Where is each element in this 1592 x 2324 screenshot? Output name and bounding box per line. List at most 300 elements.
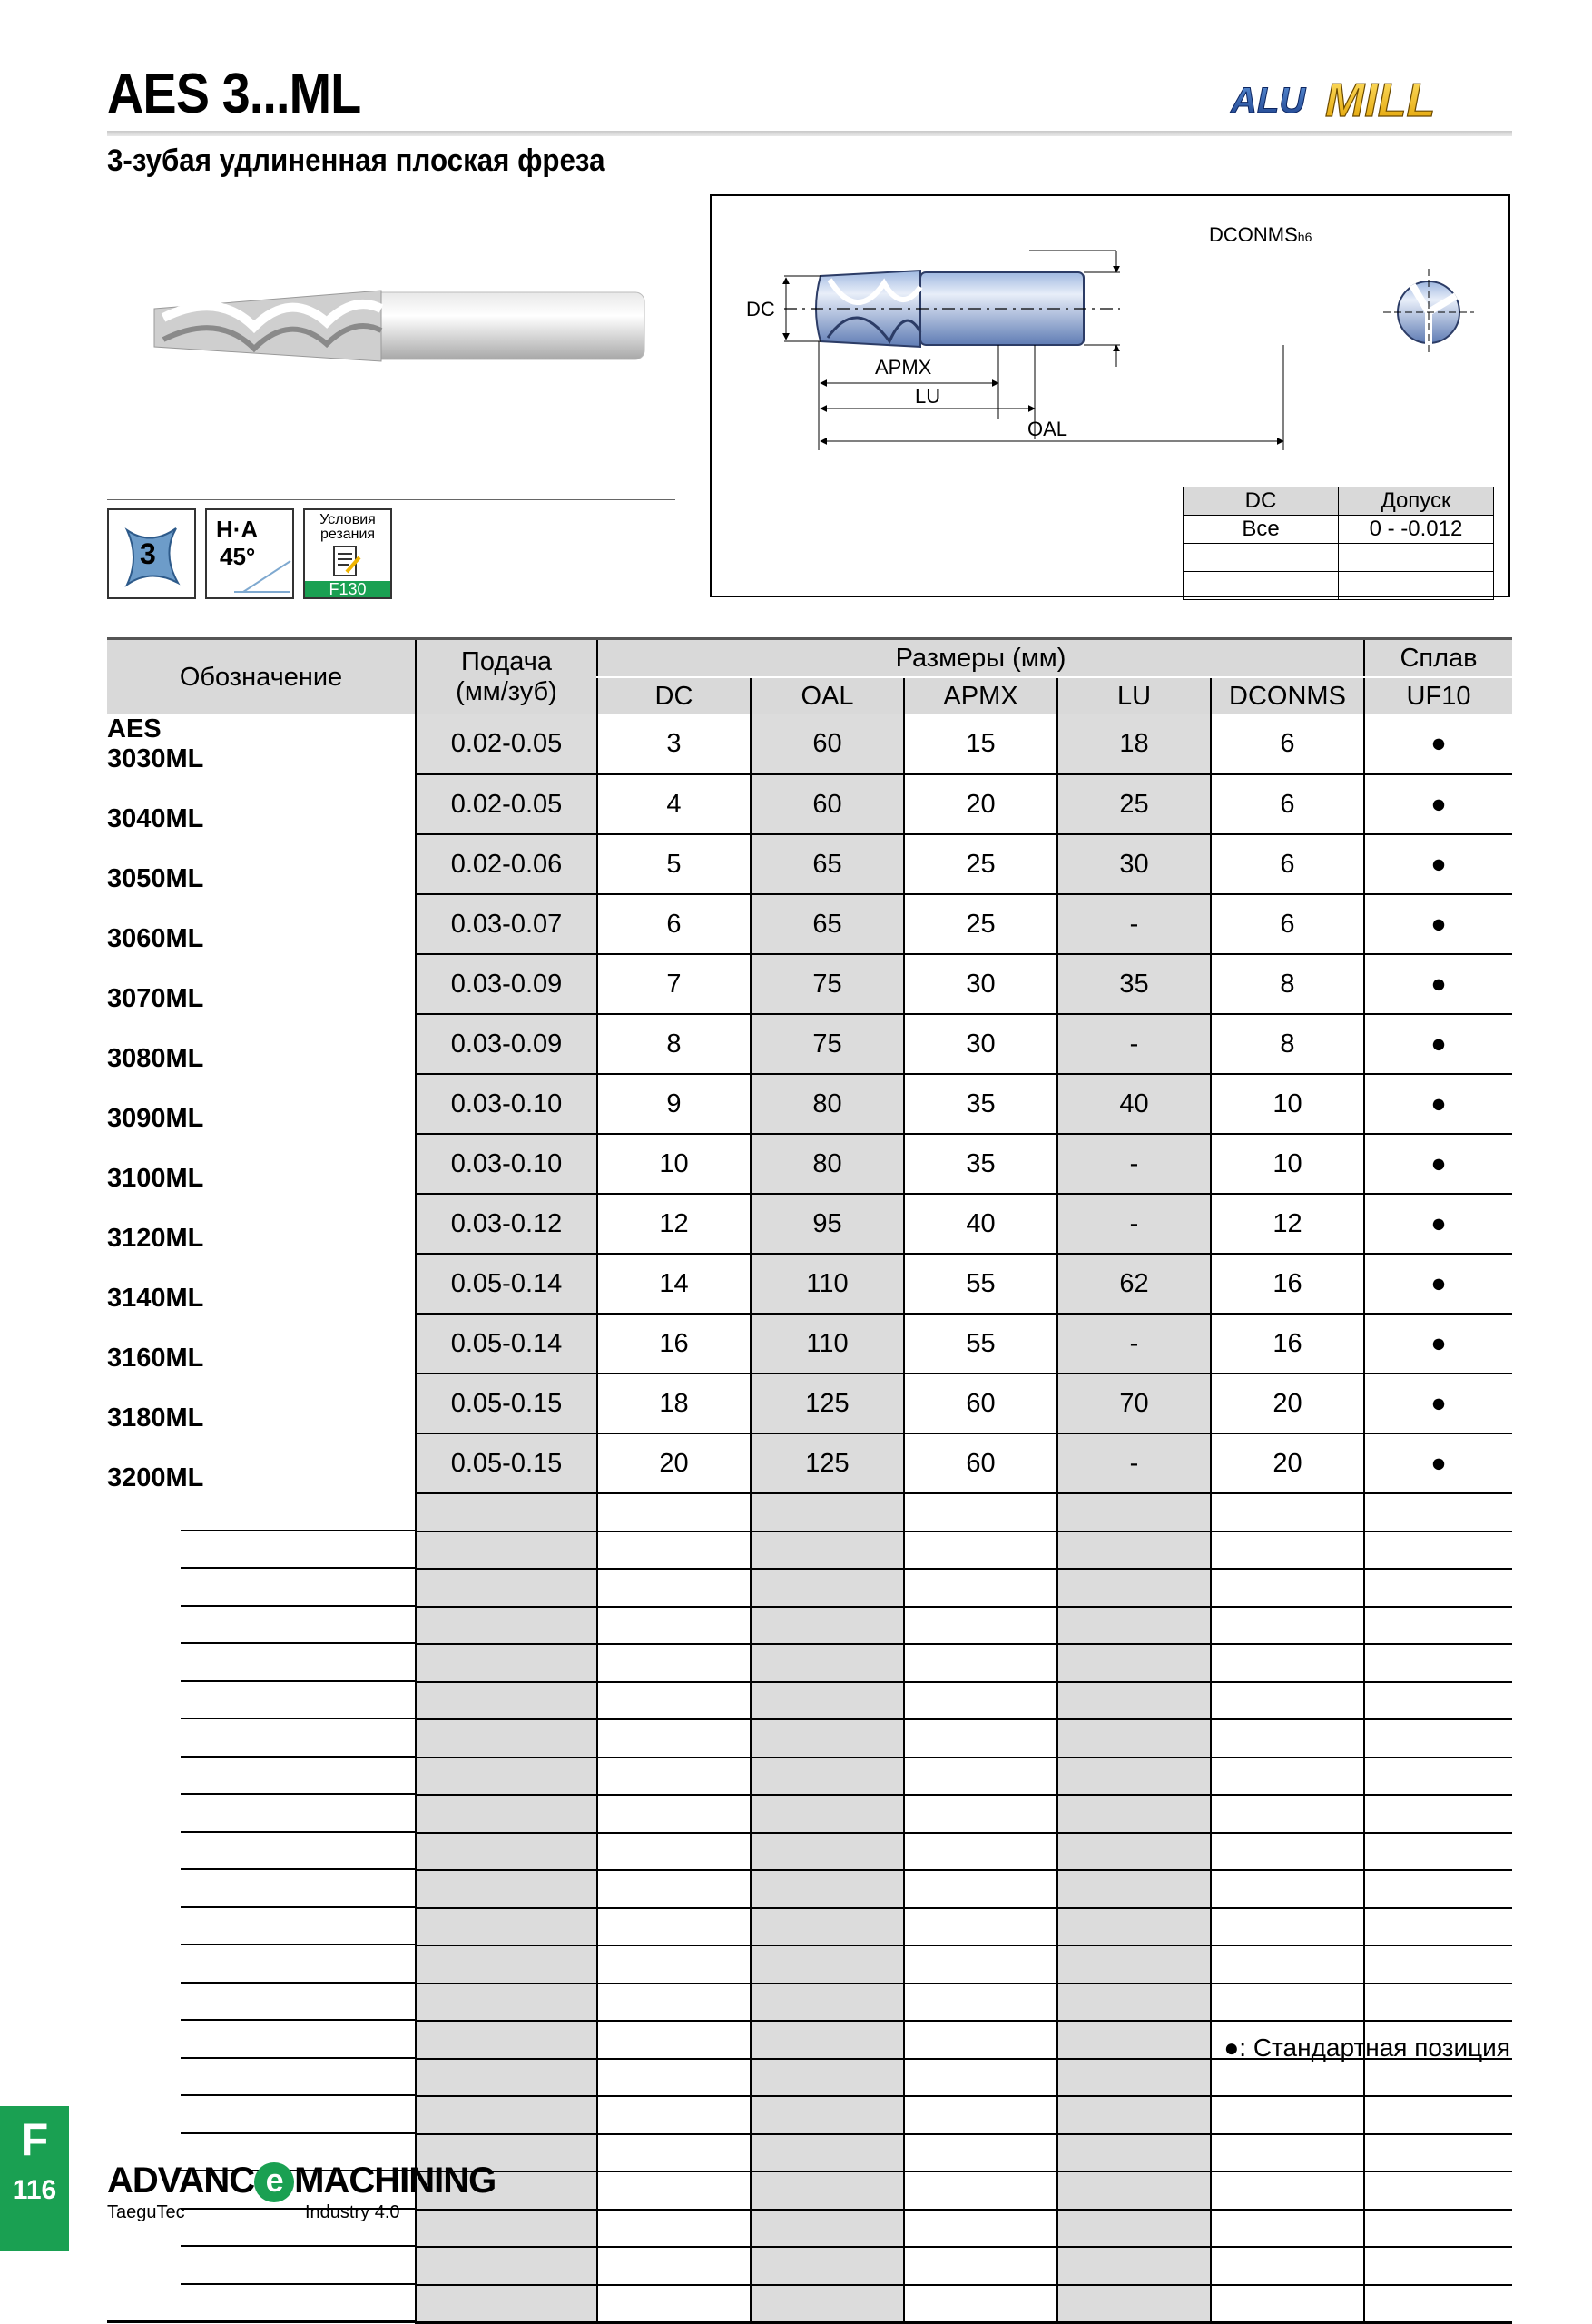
blank-row <box>107 1569 1512 1607</box>
dc-cell: 3 <box>597 714 751 774</box>
lu-cell <box>1057 1493 1211 1531</box>
designation-cell <box>107 1644 416 1682</box>
feed-cell: 0.02-0.05 <box>416 774 597 834</box>
blank-row <box>107 2247 1512 2285</box>
apmx-cell: 25 <box>904 834 1057 894</box>
header-rule <box>107 131 1512 136</box>
oal-cell: 110 <box>751 1314 904 1374</box>
oal-cell <box>751 1682 904 1720</box>
helix-label: H·A <box>216 516 259 543</box>
tolerance-cell: 0 - -0.012 <box>1339 516 1494 544</box>
lu-cell <box>1057 1984 1211 2022</box>
dconms-cell: 16 <box>1211 1254 1364 1314</box>
uf10-cell <box>1364 1682 1512 1720</box>
designation-cell <box>107 714 416 774</box>
apmx-cell: 35 <box>904 1074 1057 1134</box>
header-alloy: Сплав <box>1364 639 1512 678</box>
designation-code: 3060ML <box>107 924 204 953</box>
blank-row <box>107 1870 1512 1908</box>
lu-cell <box>1057 1607 1211 1645</box>
dconms-cell: 10 <box>1211 1134 1364 1194</box>
lu-cell <box>1057 1908 1211 1946</box>
uf10-cell <box>1364 2210 1512 2248</box>
uf10-cell <box>1364 1908 1512 1946</box>
uf10-cell: ● <box>1364 714 1512 774</box>
oal-cell <box>751 2096 904 2134</box>
tolerance-cell <box>1184 572 1339 600</box>
dc-cell <box>597 2134 751 2172</box>
oal-cell <box>751 2059 904 2097</box>
table-row <box>107 834 1512 894</box>
dconms-cell: 8 <box>1211 1014 1364 1074</box>
tolerance-row <box>1184 516 1494 544</box>
designation-code: 3100ML <box>107 1164 204 1193</box>
dc-cell <box>597 1644 751 1682</box>
dconms-cell <box>1211 1569 1364 1607</box>
feed-cell <box>416 1945 597 1984</box>
tolerance-row <box>1184 544 1494 572</box>
dconms-cell <box>1211 1833 1364 1871</box>
header-designation: Обозначение <box>107 639 416 715</box>
subheader-oal: OAL <box>751 677 904 714</box>
feed-cell <box>416 1870 597 1908</box>
table-row <box>107 1194 1512 1254</box>
oal-cell <box>751 1945 904 1984</box>
conditions-label-2: резания <box>319 527 376 542</box>
designation-cell <box>107 1374 416 1433</box>
dconms-cell: 6 <box>1211 834 1364 894</box>
table-row <box>107 954 1512 1014</box>
designation-cell <box>107 1870 416 1908</box>
feed-cell <box>416 1833 597 1871</box>
lu-cell: 35 <box>1057 954 1211 1014</box>
lu-cell: 40 <box>1057 1074 1211 1134</box>
designation-cell <box>107 2247 416 2285</box>
uf10-cell <box>1364 1833 1512 1871</box>
blank-row <box>107 1531 1512 1570</box>
dconms-cell <box>1211 2134 1364 2172</box>
dc-cell: 14 <box>597 1254 751 1314</box>
subheader-dconms: DCONMS <box>1211 677 1364 714</box>
apmx-cell <box>904 1945 1057 1984</box>
apmx-cell <box>904 1795 1057 1833</box>
dc-cell: 8 <box>597 1014 751 1074</box>
oal-cell <box>751 2021 904 2059</box>
designation-cell <box>107 834 416 894</box>
dconms-cell <box>1211 1945 1364 1984</box>
subheader-dc: DC <box>597 677 751 714</box>
dconms-cell: 20 <box>1211 1374 1364 1433</box>
uf10-cell <box>1364 1607 1512 1645</box>
subheader-apmx: APMX <box>904 677 1057 714</box>
table-row <box>107 714 1512 774</box>
feed-cell <box>416 1493 597 1531</box>
oal-cell: 125 <box>751 1374 904 1433</box>
designation-code: 3160ML <box>107 1344 204 1373</box>
designation-cell <box>107 1569 416 1607</box>
dc-cell <box>597 1719 751 1758</box>
apmx-cell: 30 <box>904 954 1057 1014</box>
tolerance-cell: Все <box>1184 516 1339 544</box>
conditions-page: F130 <box>305 581 390 597</box>
feed-cell <box>416 1795 597 1833</box>
designation-code: 3090ML <box>107 1104 204 1133</box>
uf10-cell: ● <box>1364 954 1512 1014</box>
blank-row <box>107 1758 1512 1796</box>
oal-cell: 65 <box>751 834 904 894</box>
dconms-cell <box>1211 1644 1364 1682</box>
oal-cell: 65 <box>751 894 904 954</box>
dconms-cell <box>1211 2171 1364 2210</box>
lu-cell <box>1057 2096 1211 2134</box>
designation-cell <box>107 1314 416 1374</box>
apmx-cell <box>904 1758 1057 1796</box>
designation-code: 3120ML <box>107 1224 204 1253</box>
flutes-icon <box>107 508 196 599</box>
dconms-cell: 10 <box>1211 1074 1364 1134</box>
feed-cell <box>416 1908 597 1946</box>
brand-sub-right: Industry 4.0 <box>305 2202 400 2223</box>
blank-row <box>107 1607 1512 1645</box>
dc-cell <box>597 2247 751 2285</box>
dc-cell <box>597 2059 751 2097</box>
dconms-cell <box>1211 1719 1364 1758</box>
apmx-cell: 30 <box>904 1014 1057 1074</box>
lu-cell: 25 <box>1057 774 1211 834</box>
dconms-cell: 8 <box>1211 954 1364 1014</box>
dconms-cell <box>1211 1531 1364 1570</box>
dc-cell: 9 <box>597 1074 751 1134</box>
designation-code: 3050ML <box>107 864 204 893</box>
oal-cell <box>751 1493 904 1531</box>
product-photo <box>145 272 654 381</box>
dc-cell <box>597 1531 751 1570</box>
designation-cell <box>107 1134 416 1194</box>
oal-cell <box>751 1531 904 1570</box>
helix-angle-icon <box>205 508 294 599</box>
apmx-cell: 55 <box>904 1314 1057 1374</box>
feed-cell <box>416 1607 597 1645</box>
header-feed: Подача (мм/зуб) <box>416 639 597 715</box>
dc-cell <box>597 1870 751 1908</box>
feed-cell: 0.05-0.14 <box>416 1314 597 1374</box>
oal-cell <box>751 2134 904 2172</box>
dconms-cell: 16 <box>1211 1314 1364 1374</box>
oal-label: OAL <box>1027 418 1068 440</box>
designation-cell <box>107 774 416 834</box>
apmx-cell <box>904 2096 1057 2134</box>
blank-row <box>107 2059 1512 2097</box>
page-subtitle: 3-зубая удлиненная плоская фреза <box>107 143 605 178</box>
designation-cell <box>107 1074 416 1134</box>
apmx-cell <box>904 1719 1057 1758</box>
uf10-cell <box>1364 1569 1512 1607</box>
dconms-cell: 6 <box>1211 714 1364 774</box>
dconms-cell <box>1211 1493 1364 1531</box>
lu-cell <box>1057 1644 1211 1682</box>
feed-cell: 0.03-0.09 <box>416 954 597 1014</box>
apmx-cell <box>904 1569 1057 1607</box>
uf10-cell: ● <box>1364 1134 1512 1194</box>
uf10-cell: ● <box>1364 1374 1512 1433</box>
uf10-cell: ● <box>1364 1314 1512 1374</box>
tolerance-cell <box>1184 544 1339 572</box>
designation-code: 3040ML <box>107 804 204 833</box>
lu-cell: - <box>1057 1433 1211 1493</box>
dc-cell <box>597 1758 751 1796</box>
apmx-cell <box>904 2134 1057 2172</box>
designation-cell <box>107 1833 416 1871</box>
oal-cell <box>751 1833 904 1871</box>
uf10-cell <box>1364 1758 1512 1796</box>
apmx-cell <box>904 1644 1057 1682</box>
lu-cell <box>1057 1682 1211 1720</box>
dc-cell <box>597 2021 751 2059</box>
oal-cell <box>751 1644 904 1682</box>
dc-cell <box>597 1607 751 1645</box>
oal-cell: 75 <box>751 1014 904 1074</box>
table-row <box>107 774 1512 834</box>
apmx-cell <box>904 2247 1057 2285</box>
designation-cell <box>107 1758 416 1796</box>
dc-cell: 5 <box>597 834 751 894</box>
designation-code: 3180ML <box>107 1403 204 1433</box>
designation-cell <box>107 1984 416 2022</box>
dc-label: DC <box>746 298 775 320</box>
section-tab <box>0 2106 69 2251</box>
lu-label: LU <box>915 385 941 408</box>
lu-cell <box>1057 2171 1211 2210</box>
designation-cell <box>107 1795 416 1833</box>
uf10-cell <box>1364 1795 1512 1833</box>
feed-cell <box>416 2096 597 2134</box>
flute-count: 3 <box>140 537 156 570</box>
feed-cell: 0.02-0.05 <box>416 714 597 774</box>
svg-text:MILL: MILL <box>1325 74 1436 127</box>
oal-cell: 75 <box>751 954 904 1014</box>
designation-cell <box>107 894 416 954</box>
apmx-cell <box>904 1833 1057 1871</box>
uf10-cell <box>1364 1531 1512 1570</box>
oal-cell <box>751 2171 904 2210</box>
table-row <box>107 1254 1512 1314</box>
dconms-cell <box>1211 2059 1364 2097</box>
designation-code: 3070ML <box>107 984 204 1013</box>
apmx-cell <box>904 2210 1057 2248</box>
page-number: 116 <box>12 2175 57 2205</box>
dc-cell: 10 <box>597 1134 751 1194</box>
apmx-cell <box>904 1682 1057 1720</box>
uf10-cell: ● <box>1364 1194 1512 1254</box>
oal-cell <box>751 2285 904 2323</box>
oal-cell <box>751 1984 904 2022</box>
feed-cell <box>416 2285 597 2323</box>
oal-cell <box>751 2247 904 2285</box>
uf10-cell: ● <box>1364 1254 1512 1314</box>
page-title: AES 3...ML <box>107 63 361 125</box>
apmx-cell <box>904 1908 1057 1946</box>
header-dimensions: Размеры (мм) <box>597 639 1364 678</box>
feed-cell: 0.03-0.12 <box>416 1194 597 1254</box>
blank-row <box>107 2096 1512 2134</box>
dc-cell: 18 <box>597 1374 751 1433</box>
uf10-cell <box>1364 1719 1512 1758</box>
uf10-cell <box>1364 2247 1512 2285</box>
designation-code: 3080ML <box>107 1044 204 1073</box>
uf10-cell <box>1364 1644 1512 1682</box>
blank-row <box>107 1682 1512 1720</box>
brand-left: ADVANC <box>107 2161 255 2201</box>
uf10-cell: ● <box>1364 834 1512 894</box>
dc-cell <box>597 1569 751 1607</box>
apmx-cell <box>904 2171 1057 2210</box>
oal-cell <box>751 1719 904 1758</box>
table-row <box>107 1433 1512 1493</box>
dc-cell: 4 <box>597 774 751 834</box>
dc-cell <box>597 2096 751 2134</box>
tolerance-cell <box>1339 572 1494 600</box>
brand-e: e <box>254 2162 294 2202</box>
feed-cell <box>416 2247 597 2285</box>
feed-cell: 0.05-0.15 <box>416 1433 597 1493</box>
lu-cell <box>1057 1719 1211 1758</box>
table-row <box>107 1014 1512 1074</box>
designation-cell <box>107 2096 416 2134</box>
lu-cell <box>1057 1833 1211 1871</box>
oal-cell: 110 <box>751 1254 904 1314</box>
feed-cell <box>416 1984 597 2022</box>
document-icon <box>330 545 363 579</box>
dc-cell <box>597 2210 751 2248</box>
uf10-cell: ● <box>1364 894 1512 954</box>
feed-cell <box>416 1758 597 1796</box>
blank-row <box>107 1795 1512 1833</box>
svg-text:ALU: ALU <box>1231 81 1306 121</box>
lu-cell: 70 <box>1057 1374 1211 1433</box>
uf10-cell <box>1364 1945 1512 1984</box>
oal-cell <box>751 2210 904 2248</box>
dconms-cell: 20 <box>1211 1433 1364 1493</box>
uf10-cell <box>1364 2096 1512 2134</box>
legend-note: ●: Стандартная позиция <box>1223 2034 1510 2062</box>
blank-row <box>107 1984 1512 2022</box>
lu-cell <box>1057 2059 1211 2097</box>
uf10-cell <box>1364 1870 1512 1908</box>
designation-cell <box>107 1014 416 1074</box>
tolerance-header-row <box>1184 487 1494 516</box>
designation-cell <box>107 1607 416 1645</box>
lu-cell: 62 <box>1057 1254 1211 1314</box>
lu-cell: - <box>1057 1314 1211 1374</box>
apmx-cell: 40 <box>904 1194 1057 1254</box>
feed-cell: 0.03-0.07 <box>416 894 597 954</box>
lu-cell <box>1057 1870 1211 1908</box>
oal-cell: 80 <box>751 1134 904 1194</box>
dc-cell <box>597 1493 751 1531</box>
dc-cell <box>597 1795 751 1833</box>
uf10-cell <box>1364 2171 1512 2210</box>
tolerance-header-tol: Допуск <box>1339 487 1494 516</box>
lu-cell: - <box>1057 1194 1211 1254</box>
uf10-cell: ● <box>1364 774 1512 834</box>
apmx-cell <box>904 1493 1057 1531</box>
uf10-cell <box>1364 2134 1512 2172</box>
feed-cell <box>416 2059 597 2097</box>
lu-cell <box>1057 2021 1211 2059</box>
section-letter: F <box>20 2114 49 2165</box>
feed-cell <box>416 2021 597 2059</box>
tolerance-header-dc: DC <box>1184 487 1339 516</box>
designation-cell <box>107 1908 416 1946</box>
apmx-cell: 35 <box>904 1134 1057 1194</box>
designation-cell <box>107 2021 416 2059</box>
dconms-cell <box>1211 1795 1364 1833</box>
apmx-cell <box>904 2021 1057 2059</box>
table-row <box>107 1134 1512 1194</box>
cutting-conditions-link[interactable] <box>303 508 392 599</box>
table-row <box>107 1314 1512 1374</box>
dconms-cell <box>1211 2285 1364 2323</box>
apmx-cell <box>904 1984 1057 2022</box>
lu-cell: - <box>1057 894 1211 954</box>
oal-cell: 60 <box>751 774 904 834</box>
dconms-cell <box>1211 1607 1364 1645</box>
designation-code: 3030ML <box>107 744 204 773</box>
dc-cell: 7 <box>597 954 751 1014</box>
feed-cell: 0.05-0.15 <box>416 1374 597 1433</box>
apmx-cell <box>904 2285 1057 2323</box>
lu-cell: - <box>1057 1134 1211 1194</box>
lu-cell <box>1057 1758 1211 1796</box>
designation-cell <box>107 1433 416 1493</box>
apmx-cell <box>904 2059 1057 2097</box>
feed-cell: 0.03-0.09 <box>416 1014 597 1074</box>
oal-cell <box>751 1795 904 1833</box>
dconms-cell: 6 <box>1211 894 1364 954</box>
lu-cell <box>1057 2285 1211 2323</box>
oal-cell: 125 <box>751 1433 904 1493</box>
conditions-label-1: Условия <box>319 512 376 527</box>
apmx-cell: 25 <box>904 894 1057 954</box>
uf10-cell: ● <box>1364 1014 1512 1074</box>
table-row <box>107 894 1512 954</box>
dconms-cell <box>1211 1682 1364 1720</box>
blank-row <box>107 2285 1512 2323</box>
oal-cell <box>751 1758 904 1796</box>
uf10-cell <box>1364 2059 1512 2097</box>
lu-cell <box>1057 1945 1211 1984</box>
apmx-cell: 60 <box>904 1433 1057 1493</box>
dc-cell <box>597 2171 751 2210</box>
lu-cell <box>1057 2247 1211 2285</box>
designation-cell <box>107 1531 416 1570</box>
dc-cell: 12 <box>597 1194 751 1254</box>
helix-angle: 45° <box>220 543 256 570</box>
oal-cell <box>751 1569 904 1607</box>
apmx-cell: 55 <box>904 1254 1057 1314</box>
lu-cell <box>1057 1569 1211 1607</box>
blank-row <box>107 1833 1512 1871</box>
designation-cell <box>107 1194 416 1254</box>
subheader-lu: LU <box>1057 677 1211 714</box>
dc-cell: 16 <box>597 1314 751 1374</box>
dc-cell: 6 <box>597 894 751 954</box>
apmx-cell: 60 <box>904 1374 1057 1433</box>
feed-cell <box>416 1719 597 1758</box>
blank-row <box>107 1493 1512 1531</box>
lu-cell <box>1057 1531 1211 1570</box>
blank-row <box>107 1644 1512 1682</box>
